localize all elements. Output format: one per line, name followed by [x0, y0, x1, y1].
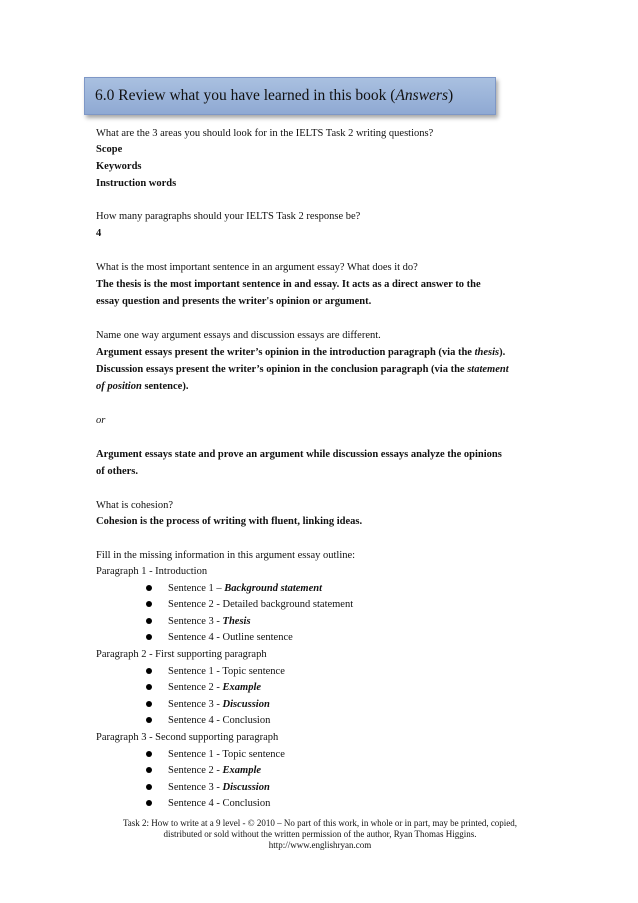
list-item: Sentence 4 - Outline sentence: [146, 632, 293, 643]
answer-4-discussion: Discussion essays present the writer’s opinion in the conclusion paragraph (via the statement: [96, 364, 509, 375]
question-2: How many paragraphs should your IELTS Task 2 response be?: [96, 211, 361, 222]
bullet-icon: [146, 784, 152, 790]
paragraph-3-title: Paragraph 3 - Second supporting paragraph: [96, 732, 279, 743]
list-item: Sentence 4 - Conclusion: [146, 715, 270, 726]
bullet-icon: [146, 668, 152, 674]
footer-copyright: Task 2: How to write at a 9 level - © 2010 – No part of this work, in whole or in part, may be printed, copied,: [122, 818, 518, 828]
heading-prefix: 6.0 Review what you have learned in this book (: [95, 87, 396, 104]
bullet-icon: [146, 767, 152, 773]
section-heading: [84, 77, 496, 115]
answer-5: Cohesion is the process of writing with fluent, linking ideas.: [96, 516, 363, 527]
answer-3-line-2: essay question and presents the writer's opinion or argument.: [96, 296, 372, 307]
list-item: Sentence 2 - Example: [146, 682, 261, 693]
heading-suffix: ): [448, 87, 454, 104]
answer-2: 4: [96, 228, 102, 239]
paragraph-2-title: Paragraph 2 - First supporting paragraph: [96, 649, 267, 660]
bullet-icon: [146, 634, 152, 640]
list-item: Sentence 1 – Background statement: [146, 583, 322, 594]
answer-3-line-1: The thesis is the most important sentence in and essay. It acts as a direct answer to the: [96, 279, 481, 290]
list-item: Sentence 2 - Detailed background statement: [146, 599, 353, 610]
paragraph-1-title: Paragraph 1 - Introduction: [96, 566, 208, 577]
bullet-icon: [146, 618, 152, 624]
bullet-icon: [146, 601, 152, 607]
heading-italic: Answers: [395, 87, 449, 104]
list-item: Sentence 1 - Topic sentence: [146, 749, 285, 760]
answer-4-discussion-cont: of position sentence).: [96, 381, 189, 392]
answer-4-alt-line-1: Argument essays state and prove an argument while discussion essays analyze the opinions: [96, 449, 502, 460]
list-item: Sentence 3 - Discussion: [146, 699, 270, 710]
bullet-icon: [146, 751, 152, 757]
footer-url[interactable]: http://www.englishryan.com: [268, 840, 372, 850]
list-item: Sentence 3 - Thesis: [146, 616, 251, 627]
list-item: Sentence 2 - Example: [146, 765, 261, 776]
question-5: What is cohesion?: [96, 500, 173, 511]
question-4: Name one way argument essays and discussion essays are different.: [96, 330, 381, 341]
bullet-icon: [146, 717, 152, 723]
bullet-icon: [146, 701, 152, 707]
answer-1-scope: Scope: [96, 144, 123, 155]
outline-instruction: Fill in the missing information in this argument essay outline:: [96, 550, 356, 561]
answer-4-argument: Argument essays present the writer’s opinion in the introduction paragraph (via the thesis).: [96, 347, 506, 358]
answer-1-keywords: Keywords: [96, 161, 142, 172]
footer-permission: distributed or sold without the written permission of the author, Ryan Thomas Higgins.: [163, 829, 477, 839]
question-1: What are the 3 areas you should look for in the IELTS Task 2 writing questions?: [96, 128, 434, 139]
answer-4-alt-line-2: of others.: [96, 466, 138, 477]
list-item: Sentence 4 - Conclusion: [146, 798, 270, 809]
list-item: Sentence 3 - Discussion: [146, 782, 270, 793]
question-3: What is the most important sentence in an argument essay? What does it do?: [96, 262, 418, 273]
or-separator: or: [96, 415, 106, 426]
page-footer: [90, 818, 550, 851]
bullet-icon: [146, 585, 152, 591]
answer-1-instruction-words: Instruction words: [96, 178, 177, 189]
bullet-icon: [146, 800, 152, 806]
bullet-icon: [146, 684, 152, 690]
list-item: Sentence 1 - Topic sentence: [146, 666, 285, 677]
